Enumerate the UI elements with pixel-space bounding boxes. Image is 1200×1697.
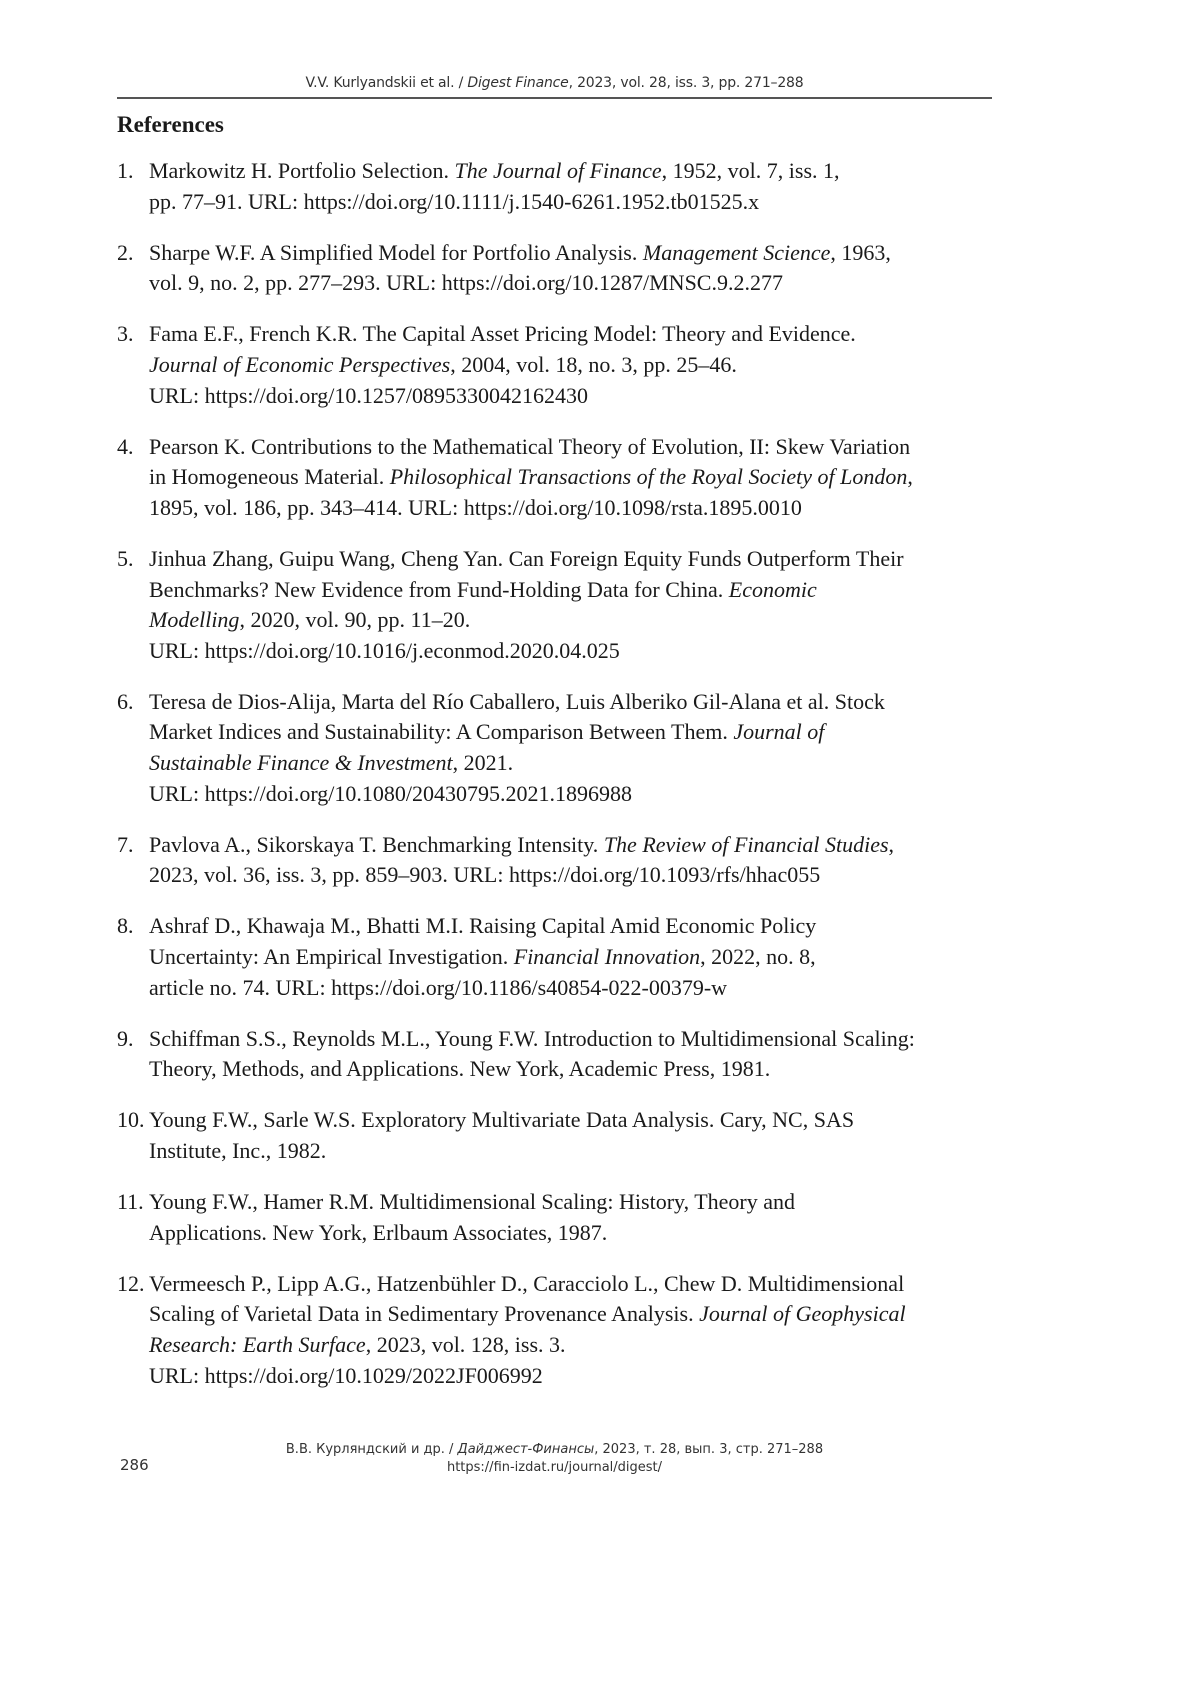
header-authors: V.V. Kurlyandskii et al. /: [306, 75, 468, 91]
reference-line: [149, 779, 1017, 810]
reference-text: ,: [907, 464, 913, 489]
reference-text: Uncertainty: An Empirical Investigation.: [149, 944, 514, 969]
reference-line: [149, 1136, 1017, 1167]
running-header: [117, 75, 992, 91]
reference-item: [117, 1269, 1017, 1391]
reference-text: , 2021.: [453, 750, 514, 775]
reference-line: [149, 1269, 1017, 1300]
reference-text: Vermeesch P., Lipp A.G., Hatzenbühler D., Caracciolo L., Chew D. Multidimensional: [149, 1271, 904, 1296]
reference-number: 11.: [117, 1187, 144, 1218]
reference-number: 9.: [117, 1024, 134, 1055]
reference-item: [117, 238, 1017, 299]
reference-text: Markowitz H. Portfolio Selection.: [149, 158, 455, 183]
reference-text: URL: https://doi.org/10.1080/20430795.2021.1896988: [149, 781, 632, 806]
reference-source-title: The Journal of Finance: [455, 158, 662, 183]
reference-line: [149, 1218, 1017, 1249]
reference-text: article no. 74. URL: https://doi.org/10.1186/s40854-022-00379-w: [149, 975, 727, 1000]
reference-text: , 1963,: [830, 240, 891, 265]
reference-source-title: Journal of Economic Perspectives: [149, 352, 450, 377]
reference-text: Schiffman S.S., Reynolds M.L., Young F.W. Introduction to Multidimensional Scaling:: [149, 1026, 915, 1051]
reference-line: [149, 1105, 1017, 1136]
reference-number: 4.: [117, 432, 134, 463]
reference-source-title: Research: Earth Surface: [149, 1332, 366, 1357]
reference-item: [117, 1024, 1017, 1085]
reference-source-title: Sustainable Finance & Investment: [149, 750, 453, 775]
reference-number: 2.: [117, 238, 134, 269]
reference-text: Market Indices and Sustainability: A Comparison Between Them.: [149, 719, 733, 744]
section-title: References: [117, 112, 224, 138]
reference-text: vol. 9, no. 2, pp. 277–293. URL: https://doi.org/10.1287/MNSC.9.2.277: [149, 270, 783, 295]
running-footer: [117, 1441, 992, 1477]
reference-line: [149, 238, 1017, 269]
reference-line: [149, 319, 1017, 350]
reference-text: , 2022, no. 8,: [700, 944, 816, 969]
reference-number: 7.: [117, 830, 134, 861]
reference-line: [149, 381, 1017, 412]
reference-item: [117, 830, 1017, 891]
reference-source-title: Modelling: [149, 607, 239, 632]
reference-text: 1895, vol. 186, pp. 343–414. URL: https://doi.org/10.1098/rsta.1895.0010: [149, 495, 802, 520]
reference-text: Young F.W., Hamer R.M. Multidimensional Scaling: History, Theory and: [149, 1189, 795, 1214]
reference-text: 2023, vol. 36, iss. 3, pp. 859–903. URL: https://doi.org/10.1093/rfs/hhac055: [149, 862, 820, 887]
reference-item: [117, 319, 1017, 411]
reference-line: [149, 1361, 1017, 1392]
reference-item: [117, 544, 1017, 666]
reference-line: [149, 687, 1017, 718]
reference-text: URL: https://doi.org/10.1029/2022JF006992: [149, 1363, 543, 1388]
footer-url[interactable]: https://fin-izdat.ru/journal/digest/: [117, 1459, 992, 1477]
reference-text: URL: https://doi.org/10.1257/0895330042162430: [149, 383, 588, 408]
reference-line: [149, 1024, 1017, 1055]
reference-line: [149, 544, 1017, 575]
reference-line: [149, 1330, 1017, 1361]
reference-text: Fama E.F., French K.R. The Capital Asset Pricing Model: Theory and Evidence.: [149, 321, 856, 346]
reference-number: 3.: [117, 319, 134, 350]
page-number: 286: [120, 1456, 149, 1474]
reference-text: Teresa de Dios-Alija, Marta del Río Caballero, Luis Alberiko Gil-Alana et al. Stock: [149, 689, 885, 714]
reference-text: Jinhua Zhang, Guipu Wang, Cheng Yan. Can Foreign Equity Funds Outperform Their: [149, 546, 904, 571]
reference-item: [117, 687, 1017, 809]
reference-source-title: Journal of Geophysical: [699, 1301, 906, 1326]
reference-line: [149, 830, 1017, 861]
header-journal: Digest Finance: [467, 75, 568, 91]
reference-line: [149, 462, 1017, 493]
reference-line: [149, 911, 1017, 942]
footer-details: , 2023, т. 28, вып. 3, стр. 271–288: [594, 1442, 823, 1457]
reference-line: [149, 942, 1017, 973]
reference-number: 6.: [117, 687, 134, 718]
reference-number: 1.: [117, 156, 134, 187]
reference-text: , 1952, vol. 7, iss. 1,: [662, 158, 840, 183]
reference-line: [149, 156, 1017, 187]
reference-line: [149, 973, 1017, 1004]
reference-source-title: Financial Innovation: [514, 944, 700, 969]
reference-text: Scaling of Varietal Data in Sedimentary Provenance Analysis.: [149, 1301, 699, 1326]
reference-text: Theory, Methods, and Applications. New York, Academic Press, 1981.: [149, 1056, 770, 1081]
reference-text: ,: [889, 832, 895, 857]
reference-line: [149, 605, 1017, 636]
reference-text: URL: https://doi.org/10.1016/j.econmod.2020.04.025: [149, 638, 620, 663]
reference-text: Sharpe W.F. A Simplified Model for Portfolio Analysis.: [149, 240, 643, 265]
reference-line: [149, 1187, 1017, 1218]
reference-text: Institute, Inc., 1982.: [149, 1138, 326, 1163]
reference-text: Pavlova A., Sikorskaya T. Benchmarking Intensity.: [149, 832, 604, 857]
reference-item: [117, 432, 1017, 524]
reference-item: [117, 1105, 1017, 1166]
reference-line: [149, 717, 1017, 748]
reference-line: [149, 187, 1017, 218]
reference-text: Ashraf D., Khawaja M., Bhatti M.I. Raising Capital Amid Economic Policy: [149, 913, 816, 938]
reference-text: Young F.W., Sarle W.S. Exploratory Multivariate Data Analysis. Cary, NC, SAS: [149, 1107, 854, 1132]
reference-item: [117, 156, 1017, 217]
reference-text: Pearson K. Contributions to the Mathematical Theory of Evolution, II: Skew Variation: [149, 434, 910, 459]
header-details: , 2023, vol. 28, iss. 3, pp. 271–288: [569, 75, 804, 91]
reference-line: [149, 493, 1017, 524]
reference-text: , 2004, vol. 18, no. 3, pp. 25–46.: [450, 352, 737, 377]
reference-line: [149, 350, 1017, 381]
reference-source-title: The Review of Financial Studies: [604, 832, 889, 857]
reference-text: Benchmarks? New Evidence from Fund-Holding Data for China.: [149, 577, 729, 602]
reference-number: 12.: [117, 1269, 145, 1300]
reference-text: Applications. New York, Erlbaum Associates, 1987.: [149, 1220, 607, 1245]
reference-number: 8.: [117, 911, 134, 942]
reference-source-title: Philosophical Transactions of the Royal Society of London: [390, 464, 908, 489]
reference-item: [117, 1187, 1017, 1248]
reference-text: , 2023, vol. 128, iss. 3.: [366, 1332, 566, 1357]
reference-line: [149, 1054, 1017, 1085]
reference-text: in Homogeneous Material.: [149, 464, 390, 489]
footer-citation: [117, 1441, 992, 1459]
reference-source-title: Journal of: [733, 719, 824, 744]
reference-text: pp. 77–91. URL: https://doi.org/10.1111/j.1540-6261.1952.tb01525.x: [149, 189, 759, 214]
header-rule: [117, 97, 992, 99]
reference-line: [149, 1299, 1017, 1330]
reference-item: [117, 911, 1017, 1003]
reference-line: [149, 748, 1017, 779]
reference-line: [149, 268, 1017, 299]
reference-line: [149, 636, 1017, 667]
reference-line: [149, 860, 1017, 891]
reference-number: 5.: [117, 544, 134, 575]
reference-number: 10.: [117, 1105, 145, 1136]
footer-authors: В.В. Курляндский и др. /: [286, 1442, 458, 1457]
reference-source-title: Management Science: [643, 240, 831, 265]
reference-source-title: Economic: [729, 577, 817, 602]
footer-journal: Дайджест-Финансы: [458, 1442, 595, 1457]
reference-list: [117, 156, 1017, 1412]
reference-text: , 2020, vol. 90, pp. 11–20.: [239, 607, 470, 632]
reference-line: [149, 575, 1017, 606]
reference-line: [149, 432, 1017, 463]
